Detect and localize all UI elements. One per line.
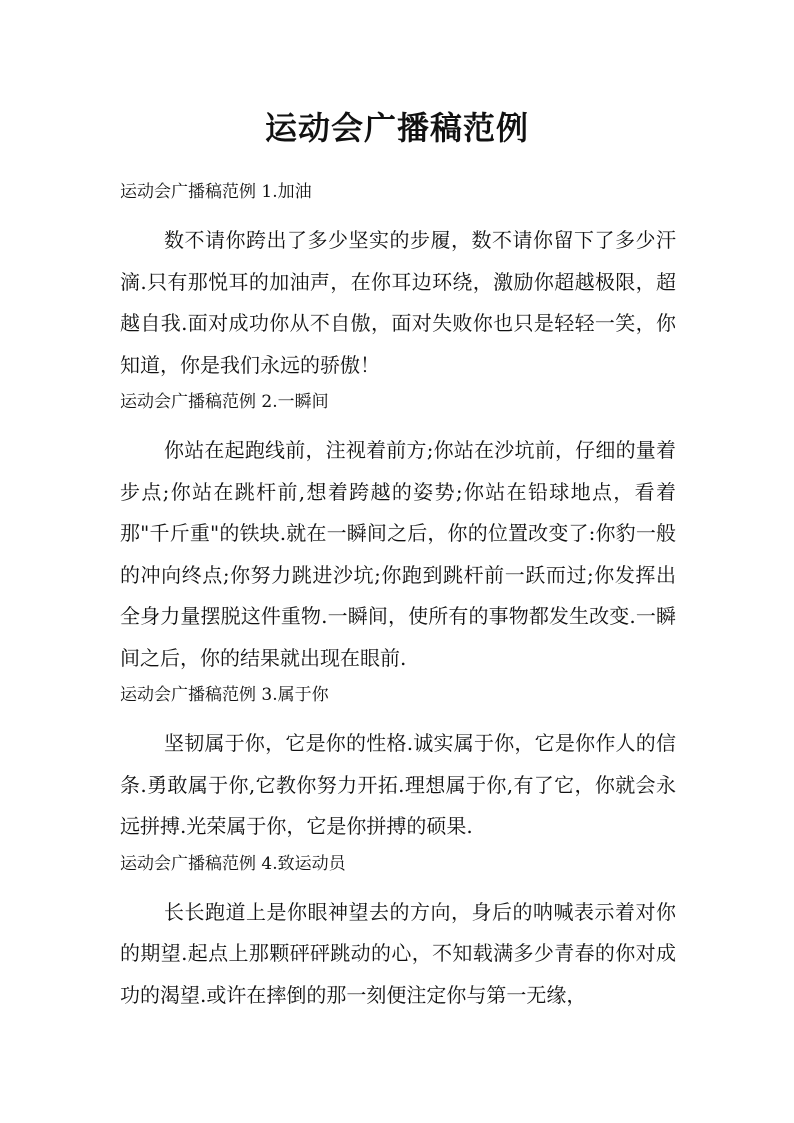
- section-heading: 运动会广播稿范例 4.致运动员: [120, 853, 346, 874]
- section-jiayou: [120, 178, 676, 388]
- section-paragraph: 数不请你跨出了多少坚实的步履，数不请你留下了多少汗滴.只有那悦耳的加油声，在你耳边环绕，激励你超越极限，超越自我.面对成功你从不自傲，面对失败你也只是轻轻一笑，你知道，你是我们永远的骄傲！: [120, 228, 676, 377]
- section-paragraph: 你站在起跑线前，注视着前方;你站在沙坑前，仔细的量着步点;你站在跳杆前,想着跨越的姿势;你站在铅球地点，看着那"千斤重"的铁块.就在一瞬间之后，你的位置改变了:你豹一般的冲向终点;你努力跳进沙坑;你跑到跳杆前一跃而过;你发挥出全身力量摆脱这件重物.一瞬间，使所有的事物都发生改变.一瞬间之后，你的结果就出现在眼前.: [120, 438, 676, 670]
- document-body: [120, 178, 676, 1018]
- section-zhi-yundongyuan: [120, 850, 676, 1019]
- section-heading: 运动会广播稿范例 3.属于你: [120, 685, 329, 705]
- section-paragraph: 长长跑道上是你眼神望去的方向，身后的呐喊表示着对你的期望.起点上那颗砰砰跳动的心，不知载满多少青春的你对成功的渴望.或许在摔倒的那一刻便注定你与第一无缘，: [120, 899, 676, 1007]
- section-shuyuni: [120, 681, 676, 850]
- page-title: 运动会广播稿范例: [264, 109, 529, 147]
- section-paragraph: 坚韧属于你，它是你的性格.诚实属于你，它是你作人的信条.勇敢属于你,它教你努力开拓.理想属于你,有了它，你就会永远拼搏.光荣属于你，它是你拼搏的硕果.: [120, 731, 676, 838]
- section-heading: 运动会广播稿范例 2.一瞬间: [120, 392, 329, 412]
- section-heading: 运动会广播稿范例 1.加油: [120, 182, 312, 202]
- section-yishunjian: [120, 388, 676, 681]
